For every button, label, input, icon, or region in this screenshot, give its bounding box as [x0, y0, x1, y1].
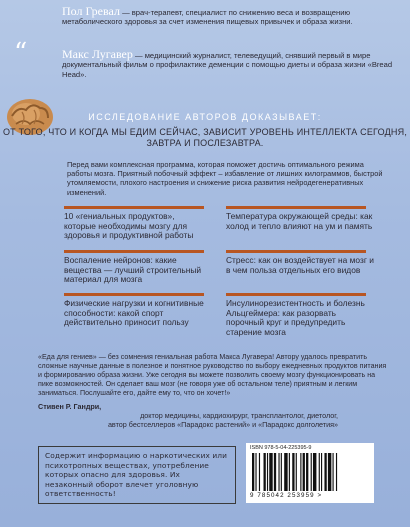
author-1-name: Пол Гревал: [62, 4, 120, 18]
legal-warning-box: Содержит информацию о наркотических или психотропных веществах, употребление которых опасно для здоровья. Их незаконный оборот влечет уголовную ответственность!: [38, 446, 236, 504]
reviewer-name: Стивен Р. Гандри,: [38, 402, 102, 411]
key-statement: ОТ ТОГО, ЧТО И КОГДА МЫ ЕДИМ СЕЙЧАС, ЗАВИСИТ УРОВЕНЬ ИНТЕЛЛЕКТА СЕГОДНЯ, ЗАВТРА И ПОСЛЕЗАВТРА.: [2, 127, 408, 148]
author-2-desc: — медицинский журналист, телеведущий, снявший первый в мире документальный фильм о профилактике деменции с помощью диеты и образа жизни «Bread Head».: [62, 51, 393, 79]
topic-5-text: Физические нагрузки и когнитивные способности: какой спорт действительно приносит пользу: [64, 298, 204, 327]
reviewer-credentials-2: автор бестселлеров «Парадокс растений» и «Парадокс долголетия»: [107, 420, 338, 429]
topic-accent-bar: [226, 206, 366, 209]
topic-3: [64, 250, 204, 285]
topic-1-text: 10 «гениальных продуктов», которые необходимы мозгу для здоровья и продуктивной работы: [64, 211, 194, 240]
topic-6: [226, 293, 376, 337]
topic-accent-bar: [64, 250, 204, 253]
topic-accent-bar: [226, 293, 366, 296]
topic-5: [64, 293, 204, 328]
topic-2-text: Температура окружающей среды: как холод и тепло влияют на ум и память: [226, 211, 373, 231]
barcode-icon: [252, 453, 368, 491]
review-quote: «Еда для гениев» — без сомнения гениальная работа Макса Лугавера! Автору удалось превратить сложные научные данные в полезное и понятное руководство по выбору ежедневных продуктов питания и формированию образа жизни. Уже сегодня вы можете позволить своему мозгу функционировать на пике возможностей. Он сделает ваш мозг (не говоря уже об остальном теле) приятным и легким заниматься. Послушайте его, дайте ему то, что он хочет!»: [38, 353, 387, 397]
topic-6-text: Инсулинорезистентность и болезнь Альцгеймера: как разорвать порочный круг и предупредить старение мозга: [226, 298, 365, 337]
quote-mark-icon: “: [14, 38, 28, 68]
section-heading: ИССЛЕДОВАНИЕ АВТОРОВ ДОКАЗЫВАЕТ:: [88, 112, 322, 122]
topic-3-text: Воспаление нейронов: какие вещества — лучший строительный материал для мозга: [64, 255, 202, 284]
reviewer-signature: [38, 402, 390, 411]
author-1: [62, 4, 400, 27]
reviewer-credentials-1: доктор медицины, кардиохирург, трансплантолог, диетолог,: [140, 411, 338, 420]
author-2: [62, 47, 400, 79]
barcode-digits: 9 785042 253959 >: [250, 492, 323, 499]
intro-paragraph: Перед вами комплексная программа, которая поможет достичь оптимального режима работы мозга. Приятный побочный эффект – избавление от лишних килограммов, быстрой утомляемости, плохого настроения и снижение риска развития нейродегенеративных изменений.: [67, 160, 383, 197]
topic-2: [226, 206, 376, 231]
barcode-block: [246, 443, 374, 503]
isbn-label: ISBN 978-5-04-225395-9: [250, 445, 312, 451]
topic-accent-bar: [226, 250, 366, 253]
topic-1: [64, 206, 204, 241]
topic-4-text: Стресс: как он воздействует на мозг и в чем польза отдельных его видов: [226, 255, 374, 275]
author-2-name: Макс Лугавер: [62, 47, 133, 61]
topic-accent-bar: [64, 206, 204, 209]
topic-4: [226, 250, 376, 275]
topic-accent-bar: [64, 293, 204, 296]
author-1-desc: — врач-терапевт, специалист по снижению веса и возвращению метаболического здоровья за счет изменения пищевых привычек и образа жизни.: [62, 8, 353, 27]
